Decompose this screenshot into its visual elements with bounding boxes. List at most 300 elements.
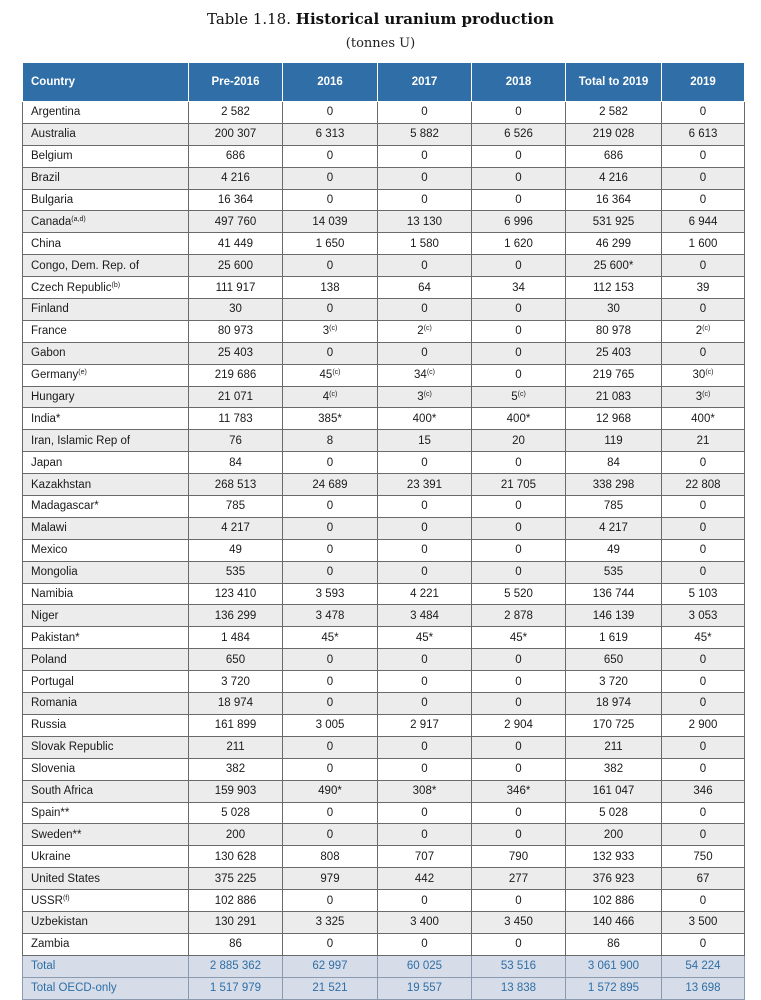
value-cell: 497 760 xyxy=(189,211,283,233)
value-cell: 4 216 xyxy=(566,167,662,189)
value-cell: 5$^{(c)}$ xyxy=(472,386,566,408)
country-cell: India* xyxy=(23,408,189,430)
value-cell: 0 xyxy=(378,649,472,671)
table-number: Table 1.18. xyxy=(207,10,291,28)
value-cell: 161 047 xyxy=(566,780,662,802)
value-cell: 0 xyxy=(283,561,378,583)
value-cell: 0 xyxy=(283,496,378,518)
value-cell: 3 053 xyxy=(662,605,745,627)
value-cell: 268 513 xyxy=(189,474,283,496)
value-cell: 0 xyxy=(378,824,472,846)
value-cell: 3 484 xyxy=(378,605,472,627)
value-cell: 3 005 xyxy=(283,714,378,736)
total-value-cell: 2 885 362 xyxy=(189,955,283,977)
table-name: Historical uranium production xyxy=(295,10,554,28)
value-cell: 200 307 xyxy=(189,123,283,145)
table-row xyxy=(23,430,745,452)
value-cell: 25 600 xyxy=(189,255,283,277)
table-subtitle: (tonnes U) xyxy=(345,36,416,51)
value-cell: 0 xyxy=(378,189,472,211)
value-cell: 0 xyxy=(472,102,566,124)
value-cell: 49 xyxy=(189,539,283,561)
total-value-cell: 3 061 900 xyxy=(566,955,662,977)
column-header-country: Country xyxy=(23,63,189,102)
table-row xyxy=(23,649,745,671)
value-cell: 0 xyxy=(378,496,472,518)
value-cell: 76 xyxy=(189,430,283,452)
value-cell: 0 xyxy=(662,736,745,758)
table-row xyxy=(23,320,745,342)
country-cell: Niger xyxy=(23,605,189,627)
value-cell: 0 xyxy=(662,539,745,561)
value-cell: 84 xyxy=(189,452,283,474)
country-cell: Slovak Republic xyxy=(23,736,189,758)
value-cell: 750 xyxy=(662,846,745,868)
value-cell: 0 xyxy=(283,167,378,189)
value-cell: 0 xyxy=(472,802,566,824)
footnote-marker: (c) xyxy=(423,325,432,333)
table-row xyxy=(23,496,745,518)
value-cell: 45$^{(c)}$ xyxy=(283,364,378,386)
total-value-cell: 13 838 xyxy=(472,977,566,999)
table-row xyxy=(23,736,745,758)
value-cell: 6 944 xyxy=(662,211,745,233)
value-cell: 0 xyxy=(283,933,378,955)
country-cell: Iran, Islamic Rep of xyxy=(23,430,189,452)
table-row xyxy=(23,911,745,933)
value-cell: 0 xyxy=(662,933,745,955)
value-cell: 0 xyxy=(662,452,745,474)
country-cell: Mexico xyxy=(23,539,189,561)
value-cell: 0 xyxy=(283,189,378,211)
value-cell: 382 xyxy=(189,758,283,780)
table-row xyxy=(23,123,745,145)
table-row xyxy=(23,452,745,474)
value-cell: 0 xyxy=(378,145,472,167)
value-cell: 0 xyxy=(283,145,378,167)
value-cell: 0 xyxy=(472,890,566,912)
footnote-marker: (c) xyxy=(426,369,435,377)
footnote-marker: (e) xyxy=(78,369,87,377)
total-value-cell: 53 516 xyxy=(472,955,566,977)
value-cell: 400* xyxy=(662,408,745,430)
value-cell: 0 xyxy=(662,102,745,124)
value-cell: 111 917 xyxy=(189,277,283,299)
value-cell: 0 xyxy=(378,802,472,824)
value-cell: 2$^{(c)}$ xyxy=(662,320,745,342)
value-cell: 6 526 xyxy=(472,123,566,145)
value-cell: 400* xyxy=(472,408,566,430)
value-cell: 0 xyxy=(283,890,378,912)
value-cell: 49 xyxy=(566,539,662,561)
value-cell: 0 xyxy=(662,255,745,277)
value-cell: 24 689 xyxy=(283,474,378,496)
value-cell: 219 686 xyxy=(189,364,283,386)
value-cell: 0 xyxy=(662,758,745,780)
value-cell: 6 613 xyxy=(662,123,745,145)
country-cell: Ukraine xyxy=(23,846,189,868)
value-cell: 140 466 xyxy=(566,911,662,933)
table-row xyxy=(23,211,745,233)
value-cell: 0 xyxy=(378,452,472,474)
value-cell: 0 xyxy=(472,517,566,539)
value-cell: 46 299 xyxy=(566,233,662,255)
country-cell: Slovenia xyxy=(23,758,189,780)
value-cell: 34 xyxy=(472,277,566,299)
value-cell: 219 028 xyxy=(566,123,662,145)
value-cell: 1 600 xyxy=(662,233,745,255)
value-cell: 785 xyxy=(189,496,283,518)
column-header-2017: 2017 xyxy=(378,63,472,102)
value-cell: 382 xyxy=(566,758,662,780)
total-value-cell: 13 698 xyxy=(662,977,745,999)
value-cell: 338 298 xyxy=(566,474,662,496)
country-cell: Germany$^{(e)}$ xyxy=(23,364,189,386)
table-row xyxy=(23,167,745,189)
value-cell: 21 071 xyxy=(189,386,283,408)
total-label-cell: Total xyxy=(23,955,189,977)
value-cell: 3 400 xyxy=(378,911,472,933)
table-row xyxy=(23,583,745,605)
country-cell: Mongolia xyxy=(23,561,189,583)
value-cell: 0 xyxy=(378,933,472,955)
value-cell: 0 xyxy=(472,320,566,342)
country-cell: Canada$^{(a,d)}$ xyxy=(23,211,189,233)
country-cell: Namibia xyxy=(23,583,189,605)
value-cell: 200 xyxy=(566,824,662,846)
value-cell: 0 xyxy=(662,890,745,912)
value-cell: 3$^{(c)}$ xyxy=(283,320,378,342)
table-row xyxy=(23,102,745,124)
value-cell: 84 xyxy=(566,452,662,474)
value-cell: 4 217 xyxy=(189,517,283,539)
value-cell: 0 xyxy=(283,299,378,321)
value-cell: 41 449 xyxy=(189,233,283,255)
value-cell: 0 xyxy=(283,671,378,693)
value-cell: 2 582 xyxy=(189,102,283,124)
value-cell: 2 582 xyxy=(566,102,662,124)
value-cell: 0 xyxy=(283,758,378,780)
value-cell: 0 xyxy=(378,299,472,321)
footnote-marker: (c) xyxy=(332,369,341,377)
value-cell: 8 xyxy=(283,430,378,452)
footnote-marker: (a,d) xyxy=(71,215,86,223)
value-cell: 3 720 xyxy=(189,671,283,693)
value-cell: 20 xyxy=(472,430,566,452)
country-cell: Congo, Dem. Rep. of xyxy=(23,255,189,277)
value-cell: 130 628 xyxy=(189,846,283,868)
value-cell: 0 xyxy=(283,255,378,277)
value-cell: 650 xyxy=(189,649,283,671)
value-cell: 0 xyxy=(662,145,745,167)
value-cell: 0 xyxy=(378,890,472,912)
country-cell: Sweden** xyxy=(23,824,189,846)
country-cell: China xyxy=(23,233,189,255)
country-cell: Spain** xyxy=(23,802,189,824)
footnote-marker: (c) xyxy=(702,325,711,333)
country-cell: USSR$^{(f)}$ xyxy=(23,890,189,912)
value-cell: 80 978 xyxy=(566,320,662,342)
value-cell: 0 xyxy=(472,167,566,189)
value-cell: 0 xyxy=(378,167,472,189)
value-cell: 0 xyxy=(472,933,566,955)
value-cell: 0 xyxy=(662,299,745,321)
total-row xyxy=(23,955,745,977)
value-cell: 2 904 xyxy=(472,714,566,736)
value-cell: 3$^{(c)}$ xyxy=(378,386,472,408)
country-cell: Poland xyxy=(23,649,189,671)
table-title xyxy=(0,10,761,28)
value-cell: 211 xyxy=(189,736,283,758)
value-cell: 490* xyxy=(283,780,378,802)
value-cell: 650 xyxy=(566,649,662,671)
value-cell: 0 xyxy=(662,561,745,583)
value-cell: 0 xyxy=(472,649,566,671)
value-cell: 130 291 xyxy=(189,911,283,933)
value-cell: 0 xyxy=(472,189,566,211)
value-cell: 0 xyxy=(378,517,472,539)
value-cell: 442 xyxy=(378,868,472,890)
footnote-marker: (c) xyxy=(329,325,338,333)
value-cell: 123 410 xyxy=(189,583,283,605)
value-cell: 686 xyxy=(189,145,283,167)
value-cell: 25 403 xyxy=(566,342,662,364)
table-row xyxy=(23,671,745,693)
value-cell: 375 225 xyxy=(189,868,283,890)
value-cell: 707 xyxy=(378,846,472,868)
value-cell: 0 xyxy=(472,758,566,780)
value-cell: 0 xyxy=(378,102,472,124)
value-cell: 686 xyxy=(566,145,662,167)
value-cell: 0 xyxy=(662,496,745,518)
table-row xyxy=(23,364,745,386)
value-cell: 18 974 xyxy=(566,693,662,715)
value-cell: 400* xyxy=(378,408,472,430)
table-row xyxy=(23,561,745,583)
value-cell: 1 619 xyxy=(566,627,662,649)
value-cell: 200 xyxy=(189,824,283,846)
column-header-pre-2016: Pre-2016 xyxy=(189,63,283,102)
value-cell: 2 878 xyxy=(472,605,566,627)
value-cell: 0 xyxy=(472,693,566,715)
value-cell: 0 xyxy=(283,102,378,124)
value-cell: 4$^{(c)}$ xyxy=(283,386,378,408)
value-cell: 979 xyxy=(283,868,378,890)
country-cell: Argentina xyxy=(23,102,189,124)
value-cell: 1 620 xyxy=(472,233,566,255)
value-cell: 0 xyxy=(662,342,745,364)
value-cell: 0 xyxy=(378,342,472,364)
country-cell: France xyxy=(23,320,189,342)
value-cell: 0 xyxy=(472,496,566,518)
country-cell: Portugal xyxy=(23,671,189,693)
footnote-marker: (c) xyxy=(329,391,338,399)
country-cell: Finland xyxy=(23,299,189,321)
value-cell: 0 xyxy=(472,255,566,277)
total-value-cell: 21 521 xyxy=(283,977,378,999)
value-cell: 0 xyxy=(662,167,745,189)
value-cell: 2 917 xyxy=(378,714,472,736)
table-row xyxy=(23,780,745,802)
value-cell: 531 925 xyxy=(566,211,662,233)
value-cell: 0 xyxy=(662,824,745,846)
table-row xyxy=(23,802,745,824)
value-cell: 5 028 xyxy=(566,802,662,824)
value-cell: 385* xyxy=(283,408,378,430)
value-cell: 86 xyxy=(189,933,283,955)
value-cell: 138 xyxy=(283,277,378,299)
value-cell: 0 xyxy=(283,693,378,715)
value-cell: 0 xyxy=(472,561,566,583)
value-cell: 346 xyxy=(662,780,745,802)
country-cell: Brazil xyxy=(23,167,189,189)
value-cell: 14 039 xyxy=(283,211,378,233)
value-cell: 785 xyxy=(566,496,662,518)
value-cell: 30 xyxy=(189,299,283,321)
value-cell: 11 783 xyxy=(189,408,283,430)
value-cell: 0 xyxy=(283,649,378,671)
value-cell: 3$^{(c)}$ xyxy=(662,386,745,408)
value-cell: 0 xyxy=(662,189,745,211)
value-cell: 102 886 xyxy=(566,890,662,912)
value-cell: 3 500 xyxy=(662,911,745,933)
value-cell: 3 720 xyxy=(566,671,662,693)
value-cell: 16 364 xyxy=(566,189,662,211)
table-row xyxy=(23,277,745,299)
value-cell: 136 299 xyxy=(189,605,283,627)
value-cell: 45* xyxy=(472,627,566,649)
value-cell: 3 325 xyxy=(283,911,378,933)
value-cell: 2$^{(c)}$ xyxy=(378,320,472,342)
country-cell: Kazakhstan xyxy=(23,474,189,496)
table-row xyxy=(23,189,745,211)
value-cell: 102 886 xyxy=(189,890,283,912)
value-cell: 34$^{(c)}$ xyxy=(378,364,472,386)
country-cell: Madagascar* xyxy=(23,496,189,518)
value-cell: 30$^{(c)}$ xyxy=(662,364,745,386)
value-cell: 25 600* xyxy=(566,255,662,277)
country-cell: Hungary xyxy=(23,386,189,408)
country-cell: United States xyxy=(23,868,189,890)
value-cell: 4 216 xyxy=(189,167,283,189)
country-cell: Romania xyxy=(23,693,189,715)
total-value-cell: 62 997 xyxy=(283,955,378,977)
value-cell: 45* xyxy=(378,627,472,649)
country-cell: Australia xyxy=(23,123,189,145)
total-value-cell: 60 025 xyxy=(378,955,472,977)
country-cell: Russia xyxy=(23,714,189,736)
value-cell: 0 xyxy=(378,736,472,758)
value-cell: 112 153 xyxy=(566,277,662,299)
footnote-marker: (b) xyxy=(111,281,121,289)
value-cell: 0 xyxy=(662,802,745,824)
value-cell: 0 xyxy=(283,342,378,364)
total-label-cell: Total OECD-only xyxy=(23,977,189,999)
value-cell: 18 974 xyxy=(189,693,283,715)
value-cell: 159 903 xyxy=(189,780,283,802)
value-cell: 219 765 xyxy=(566,364,662,386)
value-cell: 22 808 xyxy=(662,474,745,496)
footnote-marker: (f) xyxy=(62,894,70,902)
country-cell: Malawi xyxy=(23,517,189,539)
value-cell: 346* xyxy=(472,780,566,802)
value-cell: 277 xyxy=(472,868,566,890)
column-header-total-to-2019: Total to 2019 xyxy=(566,63,662,102)
value-cell: 790 xyxy=(472,846,566,868)
value-cell: 2 900 xyxy=(662,714,745,736)
value-cell: 6 996 xyxy=(472,211,566,233)
column-header-2019: 2019 xyxy=(662,63,745,102)
value-cell: 0 xyxy=(472,342,566,364)
footnote-marker: (c) xyxy=(702,391,711,399)
value-cell: 5 028 xyxy=(189,802,283,824)
value-cell: 0 xyxy=(283,539,378,561)
table-row xyxy=(23,233,745,255)
table-row xyxy=(23,474,745,496)
value-cell: 0 xyxy=(378,758,472,780)
table-row xyxy=(23,517,745,539)
value-cell: 0 xyxy=(472,736,566,758)
header-row xyxy=(23,63,745,102)
value-cell: 308* xyxy=(378,780,472,802)
value-cell: 21 083 xyxy=(566,386,662,408)
value-cell: 0 xyxy=(283,736,378,758)
value-cell: 0 xyxy=(283,517,378,539)
value-cell: 0 xyxy=(283,452,378,474)
value-cell: 30 xyxy=(566,299,662,321)
country-cell: Zambia xyxy=(23,933,189,955)
value-cell: 0 xyxy=(472,452,566,474)
table-row xyxy=(23,386,745,408)
value-cell: 5 520 xyxy=(472,583,566,605)
value-cell: 0 xyxy=(662,693,745,715)
value-cell: 1 580 xyxy=(378,233,472,255)
value-cell: 5 882 xyxy=(378,123,472,145)
table-row xyxy=(23,299,745,321)
value-cell: 808 xyxy=(283,846,378,868)
footnote-marker: (c) xyxy=(423,391,432,399)
table-body xyxy=(23,102,745,1000)
value-cell: 67 xyxy=(662,868,745,890)
footnote-marker: (c) xyxy=(705,369,714,377)
value-cell: 0 xyxy=(378,671,472,693)
table-row xyxy=(23,868,745,890)
table-row xyxy=(23,933,745,955)
value-cell: 3 450 xyxy=(472,911,566,933)
value-cell: 0 xyxy=(662,649,745,671)
value-cell: 13 130 xyxy=(378,211,472,233)
country-cell: Bulgaria xyxy=(23,189,189,211)
value-cell: 25 403 xyxy=(189,342,283,364)
country-cell: Uzbekistan xyxy=(23,911,189,933)
table-row xyxy=(23,342,745,364)
value-cell: 15 xyxy=(378,430,472,452)
table-row xyxy=(23,714,745,736)
value-cell: 80 973 xyxy=(189,320,283,342)
country-cell: Belgium xyxy=(23,145,189,167)
column-header-2018: 2018 xyxy=(472,63,566,102)
total-value-cell: 54 224 xyxy=(662,955,745,977)
total-value-cell: 1 517 979 xyxy=(189,977,283,999)
value-cell: 132 933 xyxy=(566,846,662,868)
footnote-marker: (c) xyxy=(517,391,526,399)
total-value-cell: 19 557 xyxy=(378,977,472,999)
value-cell: 0 xyxy=(472,671,566,693)
table-row xyxy=(23,758,745,780)
value-cell: 39 xyxy=(662,277,745,299)
value-cell: 0 xyxy=(283,802,378,824)
value-cell: 0 xyxy=(472,824,566,846)
